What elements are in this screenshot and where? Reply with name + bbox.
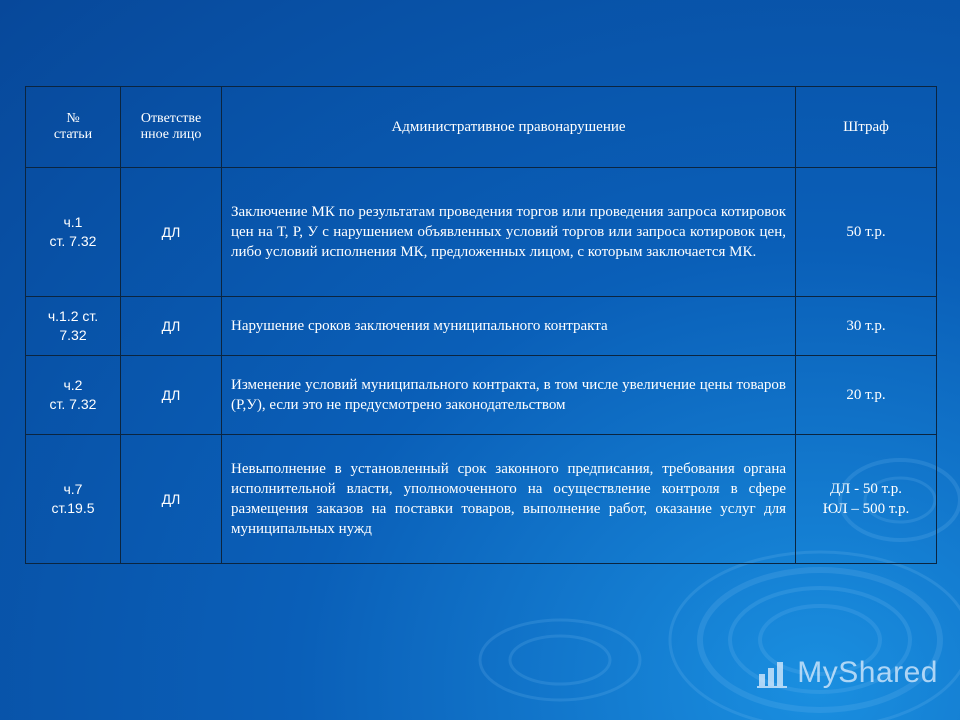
table-row <box>26 356 937 435</box>
watermark-text: MyShared <box>797 656 938 689</box>
fine-cell: 20 т.р. <box>796 356 937 435</box>
article-cell: ч.7 ст.19.5 <box>26 435 121 564</box>
offense-cell: Невыполнение в установленный срок законного предписания, требования органа исполнительной власти, уполномоченного на осуществление контроля в сфере размещения заказов на поставки товаров, выполнение работ, оказание услуг для муниципальных нужд <box>222 435 796 564</box>
header-offense: Административное правонарушение <box>222 87 796 168</box>
responsible-cell: ДЛ <box>121 297 222 356</box>
header-fine: Штраф <box>796 87 937 168</box>
header-article-number: № статьи <box>26 87 121 168</box>
article-cell: ч.1.2 ст. 7.32 <box>26 297 121 356</box>
offense-cell: Заключение МК по результатам проведения торгов или проведения запроса котировок цен на Т, Р, У с нарушением объявленных условий торгов или запроса котировок цен, либо условий исполнения МК, предложенных лицом, с которым заключается МК. <box>222 168 796 297</box>
table-row <box>26 168 937 297</box>
header-responsible: Ответстве нное лицо <box>121 87 222 168</box>
table-row <box>26 297 937 356</box>
myshared-watermark <box>757 656 938 690</box>
table-header-row <box>26 87 937 168</box>
responsible-cell: ДЛ <box>121 168 222 297</box>
fine-cell: 50 т.р. <box>796 168 937 297</box>
table-row <box>26 435 937 564</box>
offense-cell: Изменение условий муниципального контракта, в том числе увеличение цены товаров (Р,У), если это не предусмотрено законодательством <box>222 356 796 435</box>
article-cell: ч.1 ст. 7.32 <box>26 168 121 297</box>
offense-cell: Нарушение сроков заключения муниципального контракта <box>222 297 796 356</box>
article-cell: ч.2 ст. 7.32 <box>26 356 121 435</box>
bar-chart-logo-icon <box>757 658 791 688</box>
responsible-cell: ДЛ <box>121 356 222 435</box>
violations-table <box>25 86 937 564</box>
fine-cell: 30 т.р. <box>796 297 937 356</box>
responsible-cell: ДЛ <box>121 435 222 564</box>
fine-cell: ДЛ - 50 т.р. ЮЛ – 500 т.р. <box>796 435 937 564</box>
